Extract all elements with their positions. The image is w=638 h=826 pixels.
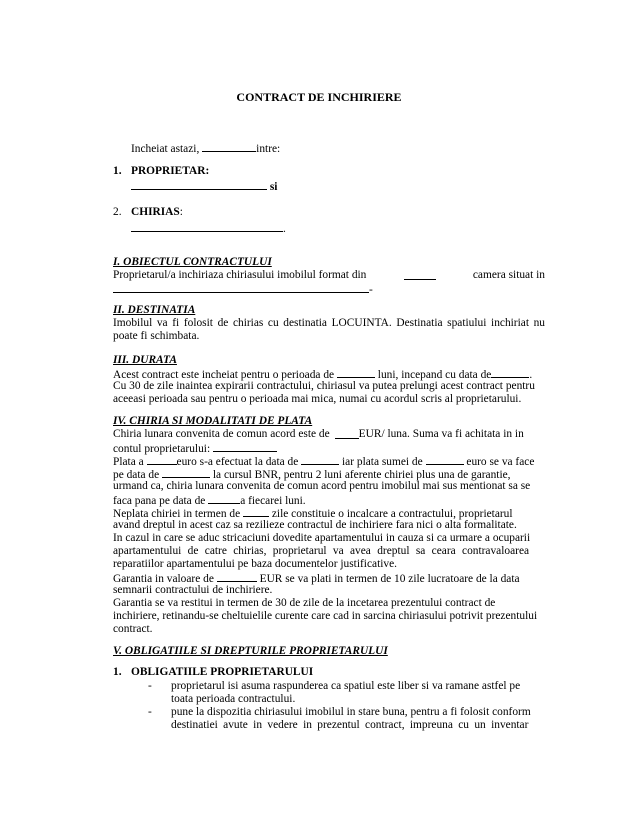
sub-number: 1. xyxy=(113,666,122,678)
late-days-blank xyxy=(243,506,269,517)
party-label-chirias xyxy=(131,206,183,219)
plata-text-4: euro se va face xyxy=(466,456,535,468)
rooms-blank xyxy=(404,269,436,280)
party-line-proprietar xyxy=(131,179,277,194)
chiria-line1 xyxy=(113,428,545,441)
durata-text-2: luni, incepand cu data de xyxy=(377,369,492,381)
bullet-dash: - xyxy=(148,706,152,718)
bullet-line: toata perioada contractului. xyxy=(171,693,296,705)
deposit-blank xyxy=(217,571,257,582)
obiect-text: Proprietarul/a inchiriaza chiriasului imobilul format din xyxy=(113,269,367,281)
party-number: 1. xyxy=(113,165,122,177)
bullet-dash: - xyxy=(148,680,152,692)
paid-date-blank xyxy=(301,454,339,465)
chiria-line11: reparatiilor apartamentului pe baza documentelor justificative. xyxy=(113,558,398,570)
party-number: 2. xyxy=(113,206,122,218)
chiria-line15: inchiriere, retinandu-se cheltuielile curente care cad in sarcina chiriasului potrivit prezentului xyxy=(113,610,538,622)
faca-text: faca pana pe data de xyxy=(113,495,206,507)
party-suffix: si xyxy=(269,181,278,193)
intro-line xyxy=(131,141,280,156)
plata-text-3: iar plata sumei de xyxy=(342,456,423,468)
obiect-text-2: camera situat in xyxy=(472,269,545,281)
chiria-text: Chiria lunara convenita de comun acord este de xyxy=(113,428,330,440)
section-obiect-line2 xyxy=(113,282,373,297)
chiria-line10: apartamentului de catre chirias, proprietarul va avea dreptul sa ceara contravaloarea xyxy=(113,545,530,557)
monthly-day-blank xyxy=(208,493,240,504)
rent-amount-blank xyxy=(335,428,359,439)
neplata-text-2: zile constituie o incalcare a contractului, proprietarul xyxy=(271,508,513,520)
pe-data-text: pe data de xyxy=(113,469,160,481)
party-label-proprietar: PROPRIETAR: xyxy=(131,165,210,177)
chirias-colon: : xyxy=(179,206,183,218)
party-suffix: . xyxy=(283,223,286,235)
garantia-text-2: EUR se va plati in termen de 10 zile lucratoare de la data xyxy=(259,573,520,585)
chirias-label: CHIRIAS xyxy=(131,206,180,218)
account-label: contul proprietarului: xyxy=(113,443,211,455)
plata-text: Plata a xyxy=(113,456,144,468)
durata-line2: Cu 30 de zile inaintea expirarii contractului, chiriasul va putea prelungi acest contract pentru xyxy=(113,380,535,392)
bullet-line: destinatiei avute in vedere in prezentul contract, impreuna cu un inventar xyxy=(171,719,529,731)
section-heading-chiria: IV. CHIRIA SI MODALITATI DE PLATA xyxy=(113,415,313,427)
address-end: - xyxy=(369,284,373,296)
intro-text: Incheiat astazi, xyxy=(131,143,200,155)
sub-heading-obligatii-proprietar: OBLIGATIILE PROPRIETARULUI xyxy=(131,666,314,678)
garantia-text: Garantia in valoare de xyxy=(113,573,214,585)
cursul-text: la cursul BNR, pentru 2 luni aferente chiriei plus una de garantie, xyxy=(212,469,511,481)
fiecarei-text: a fiecarei luni. xyxy=(240,495,306,507)
destinatia-text: Imobilul va fi folosit de chirias cu destinatia LOCUINTA. Destinatia spatiului inchiriat nu poate fi schimbata. xyxy=(113,317,545,343)
months-blank xyxy=(337,367,375,378)
bullet-line: proprietarul isi asuma raspunderea ca spatiul este liber si va ramane astfel pe xyxy=(171,680,521,692)
proprietar-blank xyxy=(131,179,267,190)
party-line-chirias xyxy=(131,221,286,236)
chiria-line9: In cazul in care se aduc stricaciuni dovedite apartamentului in cauza si ca urmare a ocuparii xyxy=(113,532,531,544)
section-heading-destinatia: II. DESTINATIA xyxy=(113,304,196,316)
section-heading-durata: III. DURATA xyxy=(113,354,177,366)
chiria-line16: contract. xyxy=(113,623,153,635)
chiria-line5: urmand ca, chiria lunara convenita de comun acord pentru imobilul mai sus mentionat sa se xyxy=(113,480,531,492)
chiria-line14: Garantia se va restitui in termen de 30 de zile de la incetarea prezentului contract de xyxy=(113,597,496,609)
due-date-blank xyxy=(162,467,210,478)
paid-amount-blank xyxy=(147,454,177,465)
date-blank xyxy=(202,141,256,152)
durata-period: . xyxy=(529,369,533,381)
sum-blank xyxy=(426,454,464,465)
account-blank xyxy=(213,441,277,452)
chiria-line8: avand dreptul in acest caz sa rezilieze contractul de inchiriere fara nici o alta formalitate. xyxy=(113,519,517,531)
neplata-text: Neplata chiriei in termen de xyxy=(113,508,241,520)
durata-line3: aceeasi perioada sau pentru o perioada mai mica, numai cu acordul scris al proprietarului. xyxy=(113,393,522,405)
intro-text-end: intre: xyxy=(256,143,281,155)
durata-text: Acest contract este incheiat pentru o perioada de xyxy=(113,369,335,381)
address-blank xyxy=(113,282,369,293)
chiria-text-2: EUR/ luna. Suma va fi achitata in in xyxy=(358,428,524,440)
chirias-blank xyxy=(131,221,283,232)
chiria-line13: semnarii contractului de inchiriere. xyxy=(113,584,273,596)
bullet-line: pune la dispozitia chiriasului imobilul in stare buna, pentru a fi folosit conform xyxy=(171,706,531,718)
plata-text-2: euro s-a efectuat la data de xyxy=(176,456,299,468)
contract-title: CONTRACT DE INCHIRIERE xyxy=(236,90,402,104)
section-obiect-line1 xyxy=(113,269,545,282)
section-heading-obiect: I. OBIECTUL CONTRACTULUI xyxy=(113,256,272,268)
start-date-blank xyxy=(491,367,529,378)
section-heading-obligatii: V. OBLIGATIILE SI DREPTURILE PROPRIETARULUI xyxy=(113,645,388,657)
